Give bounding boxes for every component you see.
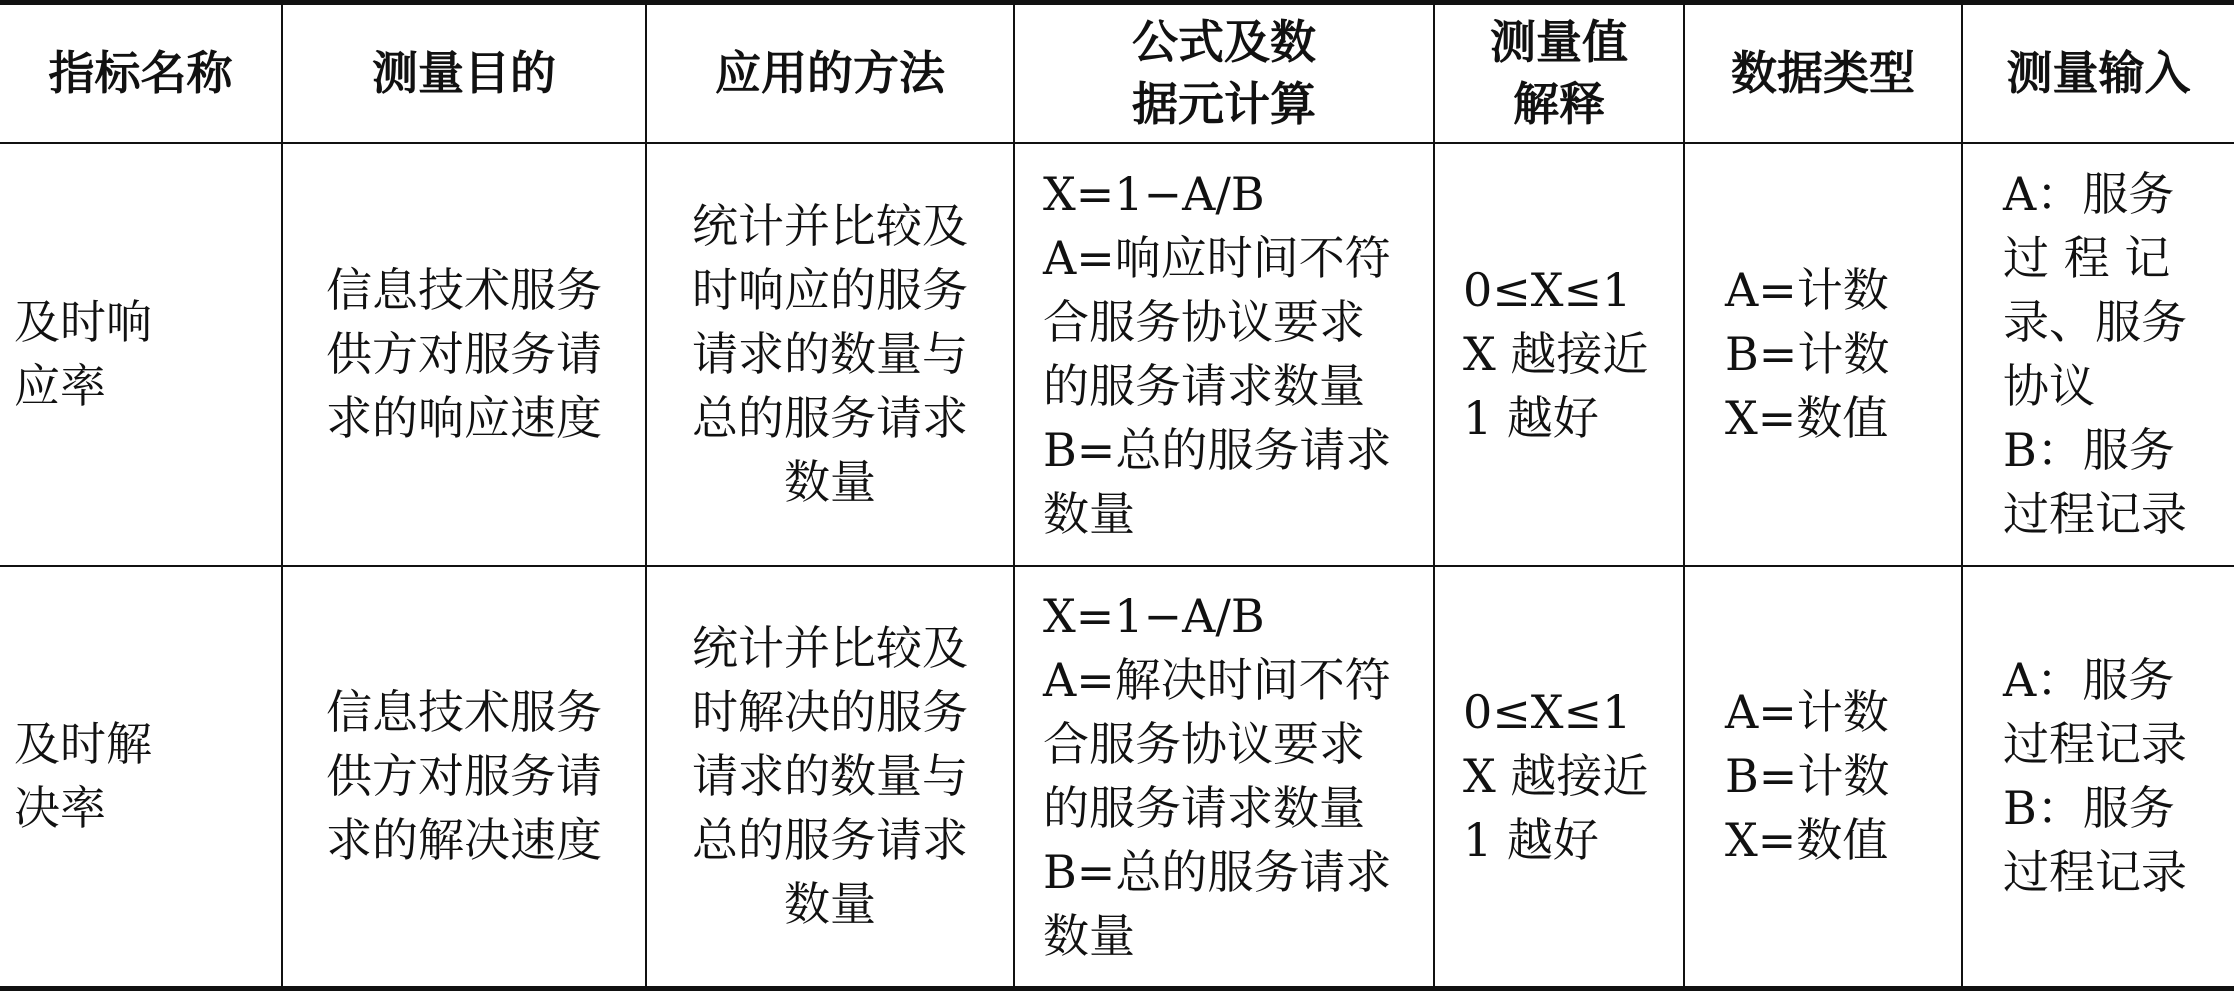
header-data-type: 数据类型	[1684, 3, 1962, 143]
cell-input: A：服务 过 程 记 录、服务 协议 B：服务 过程记录	[1962, 143, 2234, 566]
header-metric-name: 指标名称	[0, 3, 282, 143]
cell-explain: 0≤X≤1 X 越接近 1 越好	[1434, 566, 1684, 989]
cell-data-type: A=计数 B=计数 X=数值	[1684, 566, 1962, 989]
header-formula: 公式及数 据元计算	[1014, 3, 1434, 143]
cell-method: 统计并比较及 时解决的服务 请求的数量与 总的服务请求 数量	[646, 566, 1014, 989]
cell-metric-name: 及时解 决率	[0, 566, 282, 989]
cell-formula: X=1−A/B A=响应时间不符 合服务协议要求 的服务请求数量 B=总的服务请求 数量	[1014, 143, 1434, 566]
header-method: 应用的方法	[646, 3, 1014, 143]
header-explain: 测量值 解释	[1434, 3, 1684, 143]
cell-explain: 0≤X≤1 X 越接近 1 越好	[1434, 143, 1684, 566]
cell-purpose: 信息技术服务 供方对服务请 求的响应速度	[282, 143, 646, 566]
cell-formula: X=1−A/B A=解决时间不符 合服务协议要求 的服务请求数量 B=总的服务请求 数量	[1014, 566, 1434, 989]
cell-metric-name: 及时响 应率	[0, 143, 282, 566]
cell-input: A：服务 过程记录 B：服务 过程记录	[1962, 566, 2234, 989]
cell-data-type: A=计数 B=计数 X=数值	[1684, 143, 1962, 566]
cell-purpose: 信息技术服务 供方对服务请 求的解决速度	[282, 566, 646, 989]
table-row	[0, 143, 2234, 566]
header-row	[0, 3, 2234, 143]
header-purpose: 测量目的	[282, 3, 646, 143]
header-input: 测量输入	[1962, 3, 2234, 143]
table-row	[0, 566, 2234, 989]
cell-method: 统计并比较及 时响应的服务 请求的数量与 总的服务请求 数量	[646, 143, 1014, 566]
